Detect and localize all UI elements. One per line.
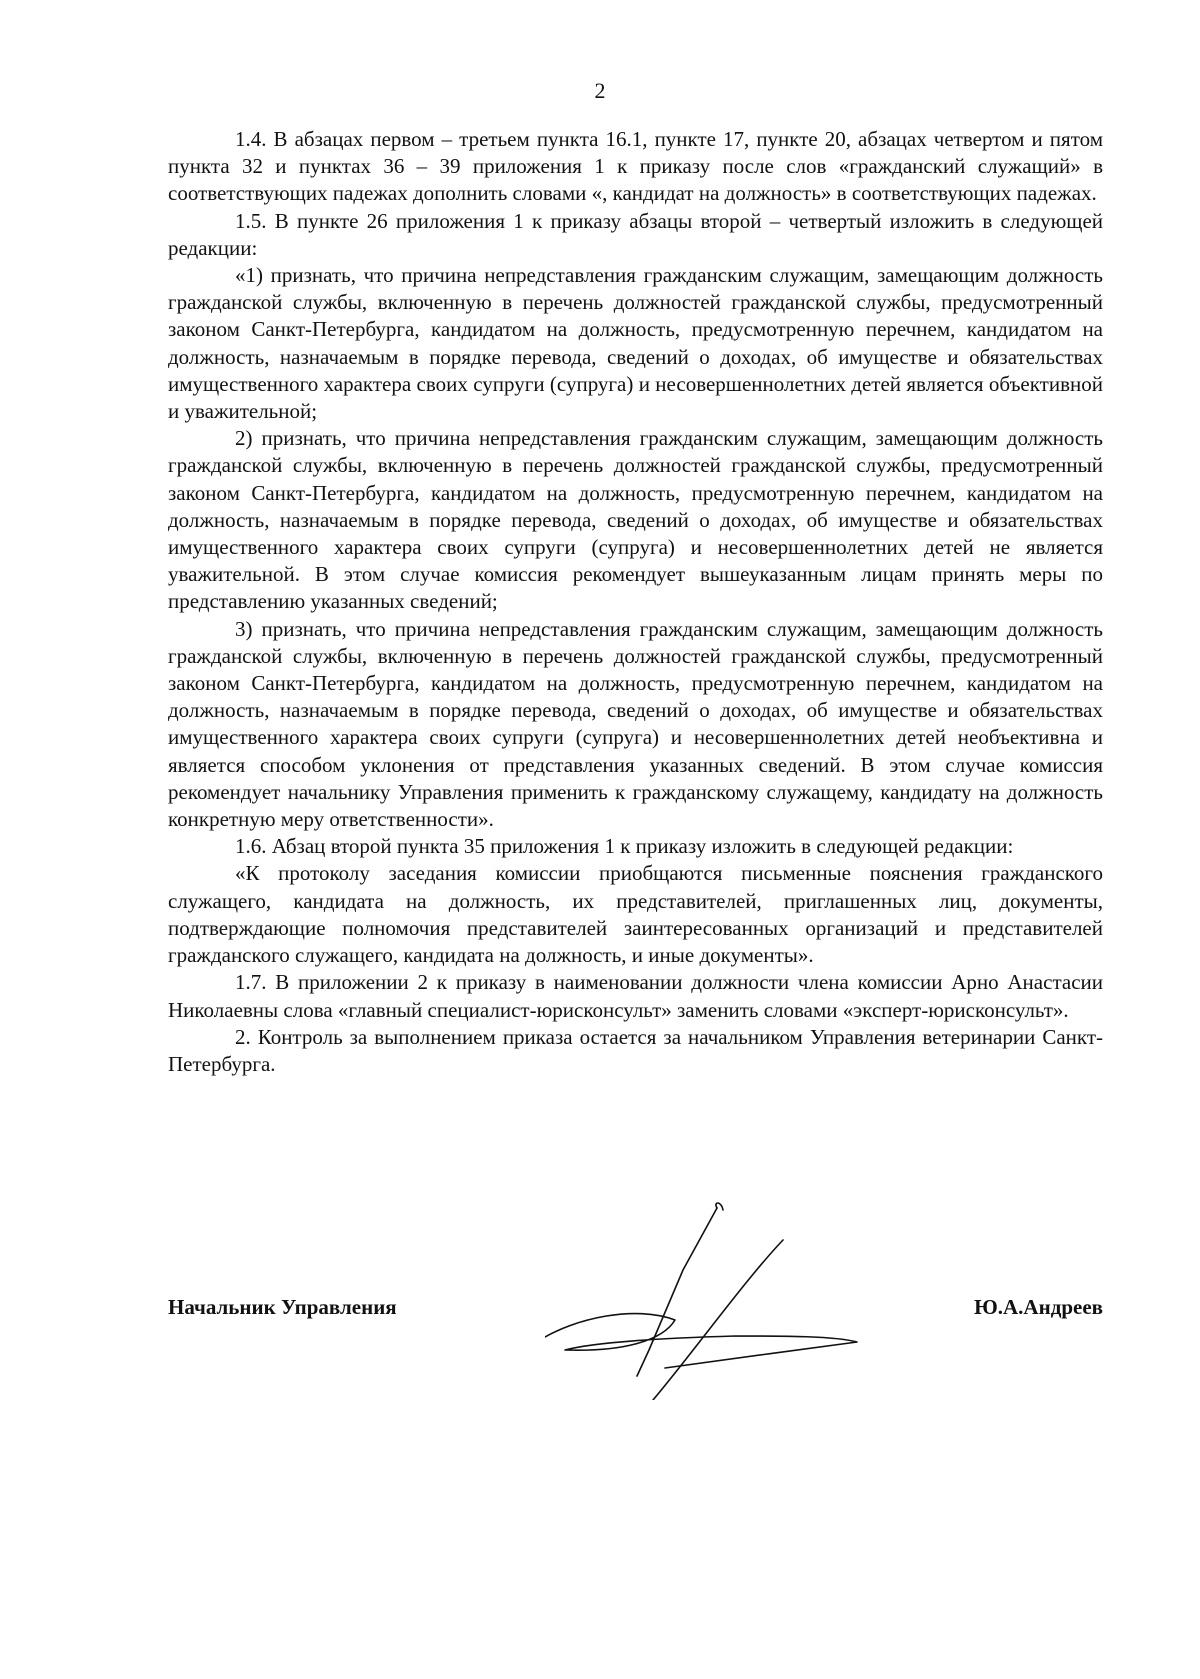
paragraph-1-6: 1.6. Абзац второй пункта 35 приложения 1 к приказу изложить в следующей редакции: <box>235 834 1014 859</box>
paragraph-1-5-item-3: 3) признать, что причина непредставления гражданским служащим, замещающим должность гражданской службы, включенную в перечень должностей гражданской службы, предусмотренный законом Санкт-Петербурга, кандидатом на должность, предусмотренную перечнем, кандидатом на должность, назначаемым в порядке перевода, сведений о доходах, об имуществе и обязательствах имущественного характера своих супруги (супруга) и несовершеннолетних детей необъективна и является способом уклонения от представления указанных сведений. В этом случае комиссия рекомендует начальнику Управления применить к гражданскому служащему, кандидату на должность конкретную меру ответственности». <box>168 616 1103 832</box>
signatory-position: Начальник Управления <box>168 1295 397 1319</box>
paragraph-1-4: 1.4. В абзацах первом – третьем пункта 16.1, пункте 17, пункте 20, абзацах четвертом и пятом пункта 32 и пунктах 36 – 39 приложения 1 к приказу после слов «гражданский служащий» в соответствующих падежах дополнить словами «, кандидат на должность» в соответствующих падежах. <box>168 127 1103 206</box>
paragraph-1-6-quote: «К протоколу заседания комиссии приобщаются письменные пояснения гражданского служащего, кандидата на должность, их представителей, приглашенных лиц, документы, подтверждающие полномочия представителей заинтересованных организаций и представителей гражданского служащего, кандидата на должность, и иные документы». <box>168 861 1103 968</box>
paragraph-1-7: 1.7. В приложении 2 к приказу в наименовании должности члена комиссии Арно Анастасии Николаевны слова «главный специалист-юрисконсульт» заменить словами «эксперт-юрисконсульт». <box>168 970 1103 1022</box>
paragraph-1-5-item-1: «1) признать, что причина непредставления гражданским служащим, замещающим должность гражданской службы, включенную в перечень должностей гражданской службы, предусмотренный законом Санкт-Петербурга, кандидатом на должность, предусмотренную перечнем, кандидатом на должность, назначаемым в порядке перевода, сведений о доходах, об имуществе и обязательствах имущественного характера своих супруги (супруга) и несовершеннолетних детей является объективной и уважительной; <box>168 263 1103 424</box>
document-body <box>168 126 1103 1078</box>
paragraph-1-5: 1.5. В пункте 26 приложения 1 к приказу абзацы второй – четвертый изложить в следующей редакции: <box>168 208 1103 260</box>
page-number: 2 <box>594 78 606 103</box>
signatory-name: Ю.А.Андреев <box>974 1295 1103 1319</box>
handwritten-signature <box>545 1200 905 1400</box>
paragraph-2: 2. Контроль за выполнением приказа остается за начальником Управления ветеринарии Санкт-Петербурга. <box>168 1024 1103 1076</box>
paragraph-1-5-item-2: 2) признать, что причина непредставления гражданским служащим, замещающим должность гражданской службы, включенную в перечень должностей гражданской службы, предусмотренный законом Санкт-Петербурга, кандидатом на должность, предусмотренную перечнем, кандидатом на должность, назначаемым в порядке перевода, сведений о доходах, об имуществе и обязательствах имущественного характера своих супруги (супруга) и несовершеннолетних детей не является уважительной. В этом случае комиссия рекомендует вышеуказанным лицам принять меры по представлению указанных сведений; <box>168 426 1103 614</box>
